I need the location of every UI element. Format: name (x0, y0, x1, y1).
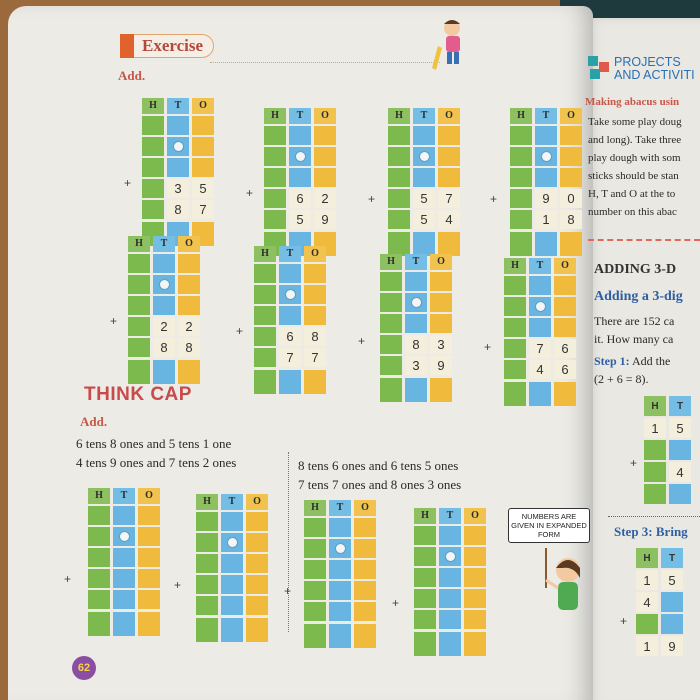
abacus-1-ones-1: 5 (192, 179, 214, 198)
project-line-2: and long). Take three (588, 134, 682, 146)
right-abacus-2-t-val-1: 5 (661, 570, 683, 590)
plus-sign: + (236, 324, 244, 338)
abacus-7 (380, 254, 452, 402)
abacus-2-o-label: O (314, 108, 336, 124)
right-abacus-2-h-val-2: 4 (636, 592, 658, 612)
abacus-1 (142, 98, 214, 246)
bead (286, 290, 295, 299)
right-abacus-2-h-val-3: 1 (636, 636, 658, 656)
abacus-6-ones-2: 7 (304, 348, 326, 367)
right-abacus-2-h-val-1: 1 (636, 570, 658, 590)
abacus-7-h-label: H (380, 254, 402, 270)
plus-sign: + (284, 584, 292, 598)
abacus-12-o-label: O (464, 508, 486, 524)
step-1 (594, 354, 670, 369)
abacus-11-h-label: H (304, 500, 326, 516)
bead (412, 298, 421, 307)
abacus-8-t-label: T (529, 258, 551, 274)
abacus-5-o-label: O (178, 236, 200, 252)
abacus-7-tens-1: 8 (405, 335, 427, 354)
abacus-3-ones-2: 4 (438, 210, 460, 229)
bead (120, 532, 129, 541)
think-cap-title: THINK CAP (84, 384, 192, 405)
abacus-9-h-label: H (88, 488, 110, 504)
abacus-4-tens-1: 9 (535, 189, 557, 208)
abacus-6-tens-2: 7 (279, 348, 301, 367)
abacus-4-o-label: O (560, 108, 582, 124)
bead (542, 152, 551, 161)
bead (336, 544, 345, 553)
abacus-3-tens-2: 5 (413, 210, 435, 229)
plus-sign: + (246, 186, 254, 200)
abacus-6-h-label: H (254, 246, 276, 262)
bead (446, 552, 455, 561)
abacus-8-o-label: O (554, 258, 576, 274)
step-3: Step 3: Bring (614, 524, 688, 539)
kid-with-pencil-illustration (428, 16, 474, 70)
abacus-7-o-label: O (430, 254, 452, 270)
abacus-3-ones-1: 7 (438, 189, 460, 208)
abacus-2-t-label: T (289, 108, 311, 124)
section-divider (588, 239, 700, 241)
plus-sign: + (620, 614, 628, 628)
right-abacus-1-t-label: T (669, 396, 691, 416)
plus-sign: + (368, 192, 376, 206)
abacus-3-tens-1: 5 (413, 189, 435, 208)
ruled-line (608, 516, 700, 517)
abacus-1-tens-2: 8 (167, 200, 189, 219)
plus-sign: + (392, 596, 400, 610)
abacus-10-t-label: T (221, 494, 243, 510)
abacus-2-ones-1: 2 (314, 189, 336, 208)
project-line-4: sticks should be stan (588, 170, 679, 182)
projects-title-line-1: PROJECTS (614, 55, 681, 69)
abacus-project-subhead: Making abacus usin (585, 96, 680, 108)
right-abacus-2-t-label: T (661, 548, 683, 568)
think-cap-add-label: Add. (80, 414, 108, 429)
abacus-8 (504, 258, 576, 406)
abacus-4 (510, 108, 582, 256)
abacus-12 (414, 508, 486, 656)
abacus-7-tens-2: 3 (405, 356, 427, 375)
abacus-6-o-label: O (304, 246, 326, 262)
abacus-7-t-label: T (405, 254, 427, 270)
right-abacus-1-t-val-2: 4 (669, 462, 691, 482)
abacus-10-o-label: O (246, 494, 268, 510)
abacus-4-ones-1: 0 (560, 189, 582, 208)
exercise-add-label: Add. (118, 68, 146, 83)
right-abacus-1-h-label: H (644, 396, 666, 416)
plus-sign: + (64, 572, 72, 586)
exercise-underline (210, 62, 440, 63)
plus-sign: + (358, 334, 366, 348)
page-number: 62 (72, 656, 96, 680)
abacus-11 (304, 500, 376, 648)
abacus-4-t-label: T (535, 108, 557, 124)
abacus-4-ones-2: 8 (560, 210, 582, 229)
abacus-6-ones-1: 8 (304, 327, 326, 346)
bead (536, 302, 545, 311)
abacus-6-t-label: T (279, 246, 301, 262)
abacus-8-ones-1: 6 (554, 339, 576, 358)
abacus-5-t-label: T (153, 236, 175, 252)
think-cap-left-line-1: 6 tens 8 ones and 5 tens 1 one (76, 436, 232, 451)
think-cap-left-line-2: 4 tens 9 ones and 7 tens 2 ones (76, 455, 237, 470)
divider-line (288, 452, 289, 632)
projects-title-line-2: AND ACTIVITI (614, 68, 695, 82)
abacus-5-h-label: H (128, 236, 150, 252)
plus-sign: + (630, 456, 638, 470)
right-abacus-1 (644, 396, 691, 504)
step-1-text: Add the (629, 354, 671, 368)
abacus-12-h-label: H (414, 508, 436, 524)
abacus-4-h-label: H (510, 108, 532, 124)
abacus-4-tens-2: 1 (535, 210, 557, 229)
right-abacus-1-t-val-1: 5 (669, 418, 691, 438)
abacus-5-tens-2: 8 (153, 338, 175, 357)
abacus-12-t-label: T (439, 508, 461, 524)
plus-sign: + (484, 340, 492, 354)
right-abacus-2 (636, 548, 683, 656)
speech-bubble: NUMBERS ARE GIVEN IN EXPANDED FORM (508, 508, 590, 543)
abacus-1-t-label: T (167, 98, 189, 114)
abacus-2-tens-1: 6 (289, 189, 311, 208)
think-cap-right-line-1: 8 tens 6 ones and 6 tens 5 ones (298, 458, 459, 473)
abacus-10 (196, 494, 268, 642)
abacus-2-tens-2: 5 (289, 210, 311, 229)
abacus-8-ones-2: 6 (554, 360, 576, 379)
project-line-5: H, T and O at the to (588, 188, 676, 200)
right-abacus-2-t-val-2: 9 (661, 636, 683, 656)
plus-sign: + (174, 578, 182, 592)
abacus-5 (128, 236, 200, 384)
bead (174, 142, 183, 151)
abacus-5-tens-1: 2 (153, 317, 175, 336)
exercise-header (120, 34, 214, 58)
abacus-5-ones-2: 8 (178, 338, 200, 357)
abacus-5-ones-1: 2 (178, 317, 200, 336)
puzzle-icon (586, 54, 612, 84)
exercise-title: Exercise (134, 34, 214, 58)
bead (296, 152, 305, 161)
plus-sign: + (490, 192, 498, 206)
abacus-6 (254, 246, 326, 394)
step-1-line-2: (2 + 6 = 8). (594, 372, 649, 386)
right-abacus-2-h-label: H (636, 548, 658, 568)
abacus-6-tens-1: 6 (279, 327, 301, 346)
abacus-1-ones-2: 7 (192, 200, 214, 219)
abacus-1-o-label: O (192, 98, 214, 114)
abacus-7-ones-1: 3 (430, 335, 452, 354)
abacus-8-tens-2: 4 (529, 360, 551, 379)
abacus-10-h-label: H (196, 494, 218, 510)
abacus-1-tens-1: 3 (167, 179, 189, 198)
right-abacus-1-h-val: 1 (644, 418, 666, 438)
abacus-3-h-label: H (388, 108, 410, 124)
abacus-3-t-label: T (413, 108, 435, 124)
project-line-3: play dough with som (588, 152, 681, 164)
bead (228, 538, 237, 547)
abacus-11-t-label: T (329, 500, 351, 516)
abacus-11-o-label: O (354, 500, 376, 516)
abacus-9 (88, 488, 160, 636)
abacus-8-h-label: H (504, 258, 526, 274)
abacus-2 (264, 108, 336, 256)
plus-sign: + (124, 176, 132, 190)
bead (420, 152, 429, 161)
step-1-label: Step 1: (594, 354, 630, 368)
project-line-1: Take some play doug (588, 116, 682, 128)
projects-title (614, 56, 700, 82)
problem-line-2: it. How many ca (594, 332, 674, 346)
abacus-8-tens-1: 7 (529, 339, 551, 358)
bead (160, 280, 169, 289)
abacus-9-t-label: T (113, 488, 135, 504)
adding-heading: ADDING 3-D (594, 262, 677, 277)
abacus-2-ones-2: 9 (314, 210, 336, 229)
abacus-2-h-label: H (264, 108, 286, 124)
abacus-3-o-label: O (438, 108, 460, 124)
exercise-tab-marker (120, 34, 134, 58)
think-cap-right-line-2: 7 tens 7 ones and 8 ones 3 ones (298, 477, 462, 492)
girl-with-sign-illustration (538, 548, 594, 622)
abacus-9-o-label: O (138, 488, 160, 504)
plus-sign: + (110, 314, 118, 328)
abacus-3 (388, 108, 460, 256)
abacus-1-h-label: H (142, 98, 164, 114)
abacus-7-ones-2: 9 (430, 356, 452, 375)
problem-line-1: There are 152 ca (594, 314, 675, 328)
adding-subheading: Adding a 3-dig (594, 289, 683, 304)
project-line-6: number on this abac (588, 206, 677, 218)
